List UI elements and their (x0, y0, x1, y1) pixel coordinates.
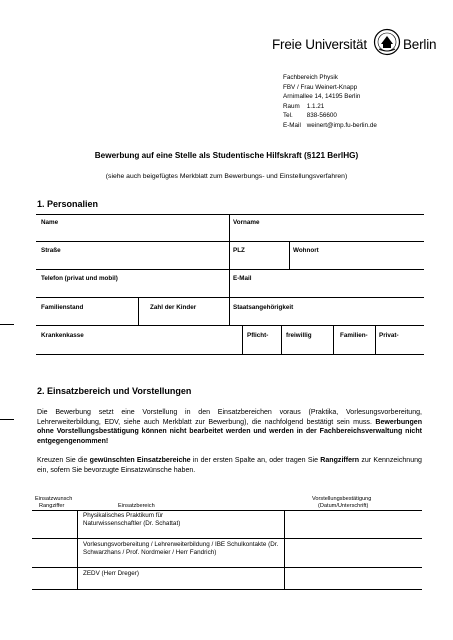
section2-title: 2. Einsatzbereich und Vorstellungen (37, 386, 192, 396)
page-title: Bewerbung auf eine Stelle als Studentische Hilfskraft (§121 BerlHG) (94, 151, 359, 160)
field-strasse[interactable]: Straße (41, 247, 61, 254)
para1-text: Die Bewerbung setzt eine Vorstellung in den Einsatzbereichen voraus (Praktika, Vorlesungsvorbereitung, Lehrerweiterbildung, EDV, siehe auch Merkblatt zur Bewerbung), die nachfolgend bestätigt sein muss. (37, 409, 422, 426)
para2-text-a: Kreuzen Sie die (37, 457, 90, 464)
para1-bold: Bewerbungen ohne Vorstellungsbestätigung können nicht bearbeitet werden und werden in der Fachbereichsverwaltung nicht entgegengenommen! (37, 418, 422, 445)
field-plz[interactable]: PLZ (233, 247, 245, 254)
section1-title: 1. Personalien (37, 199, 99, 209)
table-divider (284, 511, 285, 589)
col-datum-unterschrift: (Datum/Unterschrift) (318, 503, 369, 509)
contact-department: Fachbereich Physik (283, 74, 338, 81)
field-kinder[interactable]: Zahl der Kinder (150, 304, 197, 311)
option-familien[interactable]: Familien- (340, 332, 368, 339)
table-line (32, 589, 422, 590)
field-telefon[interactable]: Telefon (privat und mobil) (41, 275, 118, 282)
table-row[interactable]: Physikalisches Praktikum für Naturwissenschaftler (Dr. Schattat) (83, 512, 181, 528)
option-privat[interactable]: Privat- (379, 332, 399, 339)
field-wohnort[interactable]: Wohnort (293, 247, 319, 254)
logo-text-left: Freie Universität (272, 37, 367, 52)
contact-email-value: weinert@imp.fu-berlin.de (306, 121, 377, 129)
field-krankenkasse[interactable]: Krankenkasse (41, 332, 84, 339)
col-einsatzwunsch: Einsatzwunsch (35, 496, 73, 502)
para2-text-c: zur Kennzeichnung ein, sofern Sie bevorzugte Einsatzwünsche haben. (37, 457, 422, 474)
contact-tel-value: 838-56600 (306, 112, 337, 120)
field-vorname[interactable]: Vorname (233, 219, 260, 226)
table-line (32, 510, 422, 511)
field-email[interactable]: E-Mail (233, 275, 252, 282)
table-row[interactable]: ZEDV (Herr Dreger) (83, 570, 139, 577)
option-freiwillig[interactable]: freiwillig (286, 332, 312, 339)
table-line (32, 567, 422, 568)
contact-room-value: 1.1.21 (306, 102, 325, 110)
field-familienstand[interactable]: Familienstand (41, 304, 84, 311)
page-subtitle: (siehe auch beigefügtes Merkblatt zum Bewerbungs- und Einstellungsverfahren) (105, 173, 348, 180)
table-row[interactable]: Vorlesungsvorbereitung / Lehrerweiterbildung / IBE Schulkontakte (Dr. Schwarzhans / Prof. Nordmeier / Herr Fandrich) (83, 541, 279, 557)
col-einsatzbereich: Einsatzbereich (118, 503, 155, 509)
contact-address: Arnimallee 14, 14195 Berlin (283, 93, 361, 101)
col-rangziffer: Rangziffer (39, 503, 65, 509)
table-divider (77, 511, 78, 589)
para2-bold-b: Rangziffern (320, 457, 360, 464)
field-name[interactable]: Name (41, 219, 59, 226)
logo-text-right: Berlin (403, 37, 437, 52)
para2-bold-a: gewünschten Einsatzbereiche (89, 457, 191, 464)
contact-email-label: E-Mail (283, 121, 301, 129)
contact-office: FBV / Frau Weinert-Knapp (283, 83, 358, 91)
col-vorstellungsbestaetigung: Vorstellungsbestätigung (312, 496, 372, 502)
para2-text-b: in der ersten Spalte an, oder tragen Sie (190, 457, 321, 464)
field-staatsangehoerigkeit[interactable]: Staatsangehörigkeit (233, 304, 294, 311)
table-line (32, 538, 422, 539)
contact-tel-label: Tel. (283, 112, 293, 120)
contact-room-label: Raum (283, 102, 300, 110)
option-pflicht[interactable]: Pflicht- (247, 332, 269, 339)
